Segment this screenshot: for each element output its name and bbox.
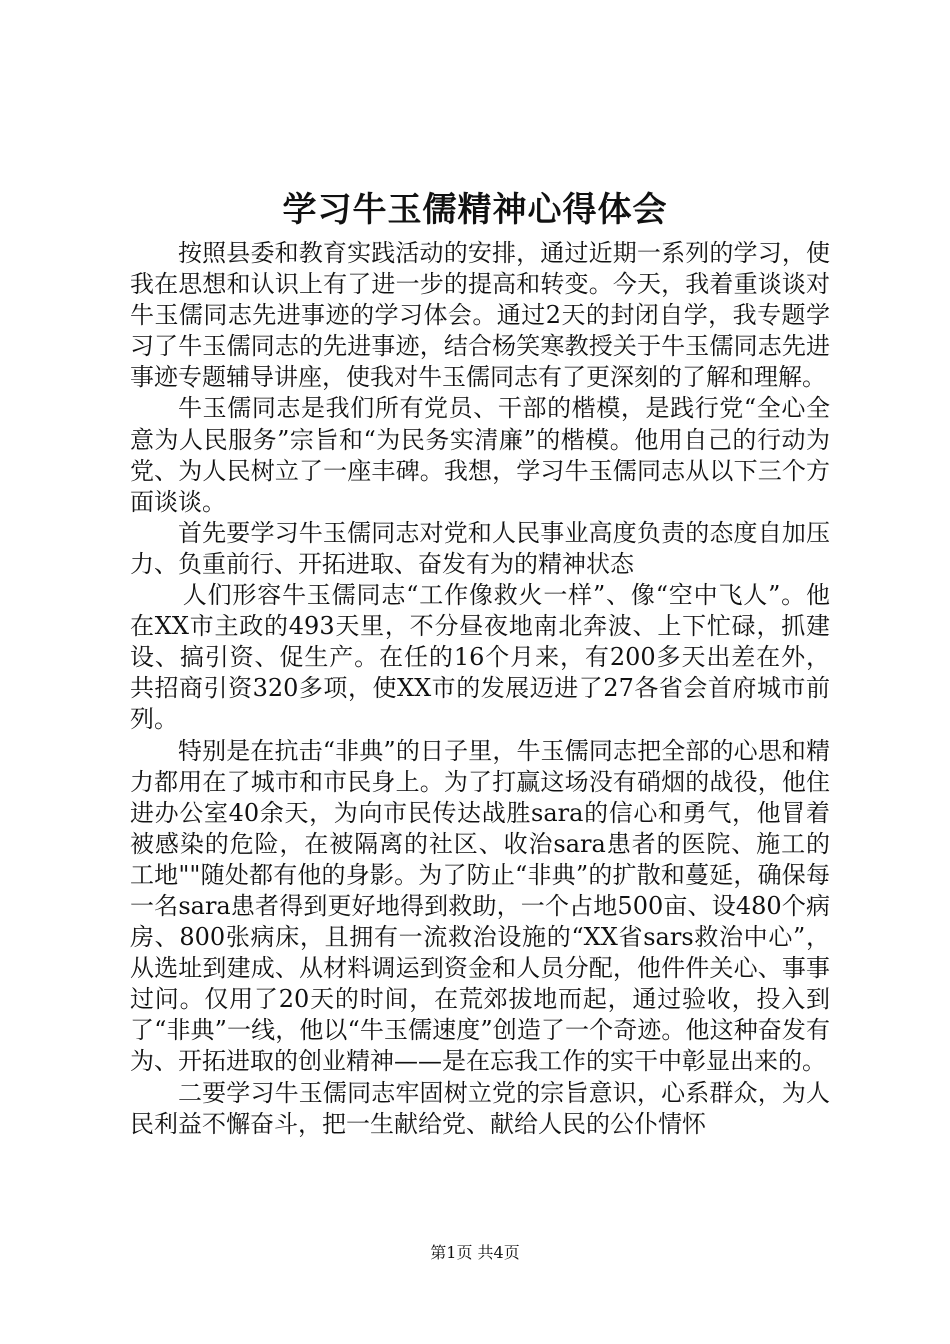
page-footer: 第1页 共4页 — [430, 1243, 520, 1262]
paragraph-point-one-heading: 首先要学习牛玉儒同志对党和人民事业高度负责的态度自加压力、负重前行、开拓进取、奋发有为的精神状态 — [130, 518, 830, 578]
document-body — [130, 238, 830, 1140]
paragraph-work-style: 人们形容牛玉儒同志“工作像救火一样”、像“空中飞人”。他在XX市主政的493天里，不分昼夜地南北奔波、上下忙碌，抓建设、搞引资、促生产。在任的16个月来，有200多天出差在外，共招商引资320多项，使XX市的发展迈进了27各省会首府城市前列。 — [130, 581, 830, 734]
paragraph-intro: 按照县委和教育实践活动的安排，通过近期一系列的学习，使我在思想和认识上有了进一步的提高和转变。今天，我着重谈谈对牛玉儒同志先进事迹的学习体会。通过2天的封闭自学，我专题学习了牛玉儒同志的先进事迹，结合杨笑寒教授关于牛玉儒同志先进事迹专题辅导讲座，使我对牛玉儒同志有了更深刻的了解和理解。 — [130, 239, 830, 392]
paragraph-sars-fight: 特别是在抗击“非典”的日子里，牛玉儒同志把全部的心思和精力都用在了城市和市民身上。为了打赢这场没有硝烟的战役，他住进办公室40余天，为向市民传达战胜sara的信心和勇气，他冒着被感染的危险，在被隔离的社区、收治sara患者的医院、施工的工地""随处都有他的身影。为了防止“非典”的扩散和蔓延，确保每一名sara患者得到更好地得到救助，一个占地500亩、设480个病房、800张病床，且拥有一流救治设施的“XX省sars救治中心”，从选址到建成、从材料调运到资金和人员分配，他件件关心、事事过问。仅用了20天的时间，在荒郊拔地而起，通过验收，投入到了“非典”一线，他以“牛玉儒速度”创造了一个奇迹。他这种奋发有为、开拓进取的创业精神——是在忘我工作的实干中彰显出来的。 — [130, 736, 830, 1076]
paragraph-point-two-heading: 二要学习牛玉儒同志牢固树立党的宗旨意识，心系群众，为人民利益不懈奋斗，把一生献给党、献给人民的公仆情怀 — [130, 1078, 830, 1138]
document-title: 学习牛玉儒精神心得体会 — [282, 190, 668, 230]
paragraph-role-model: 牛玉儒同志是我们所有党员、干部的楷模，是践行党“全心全意为人民服务”宗旨和“为民务实清廉”的楷模。他用自己的行动为党、为人民树立了一座丰碑。我想，学习牛玉儒同志从以下三个方面谈谈。 — [130, 394, 830, 516]
